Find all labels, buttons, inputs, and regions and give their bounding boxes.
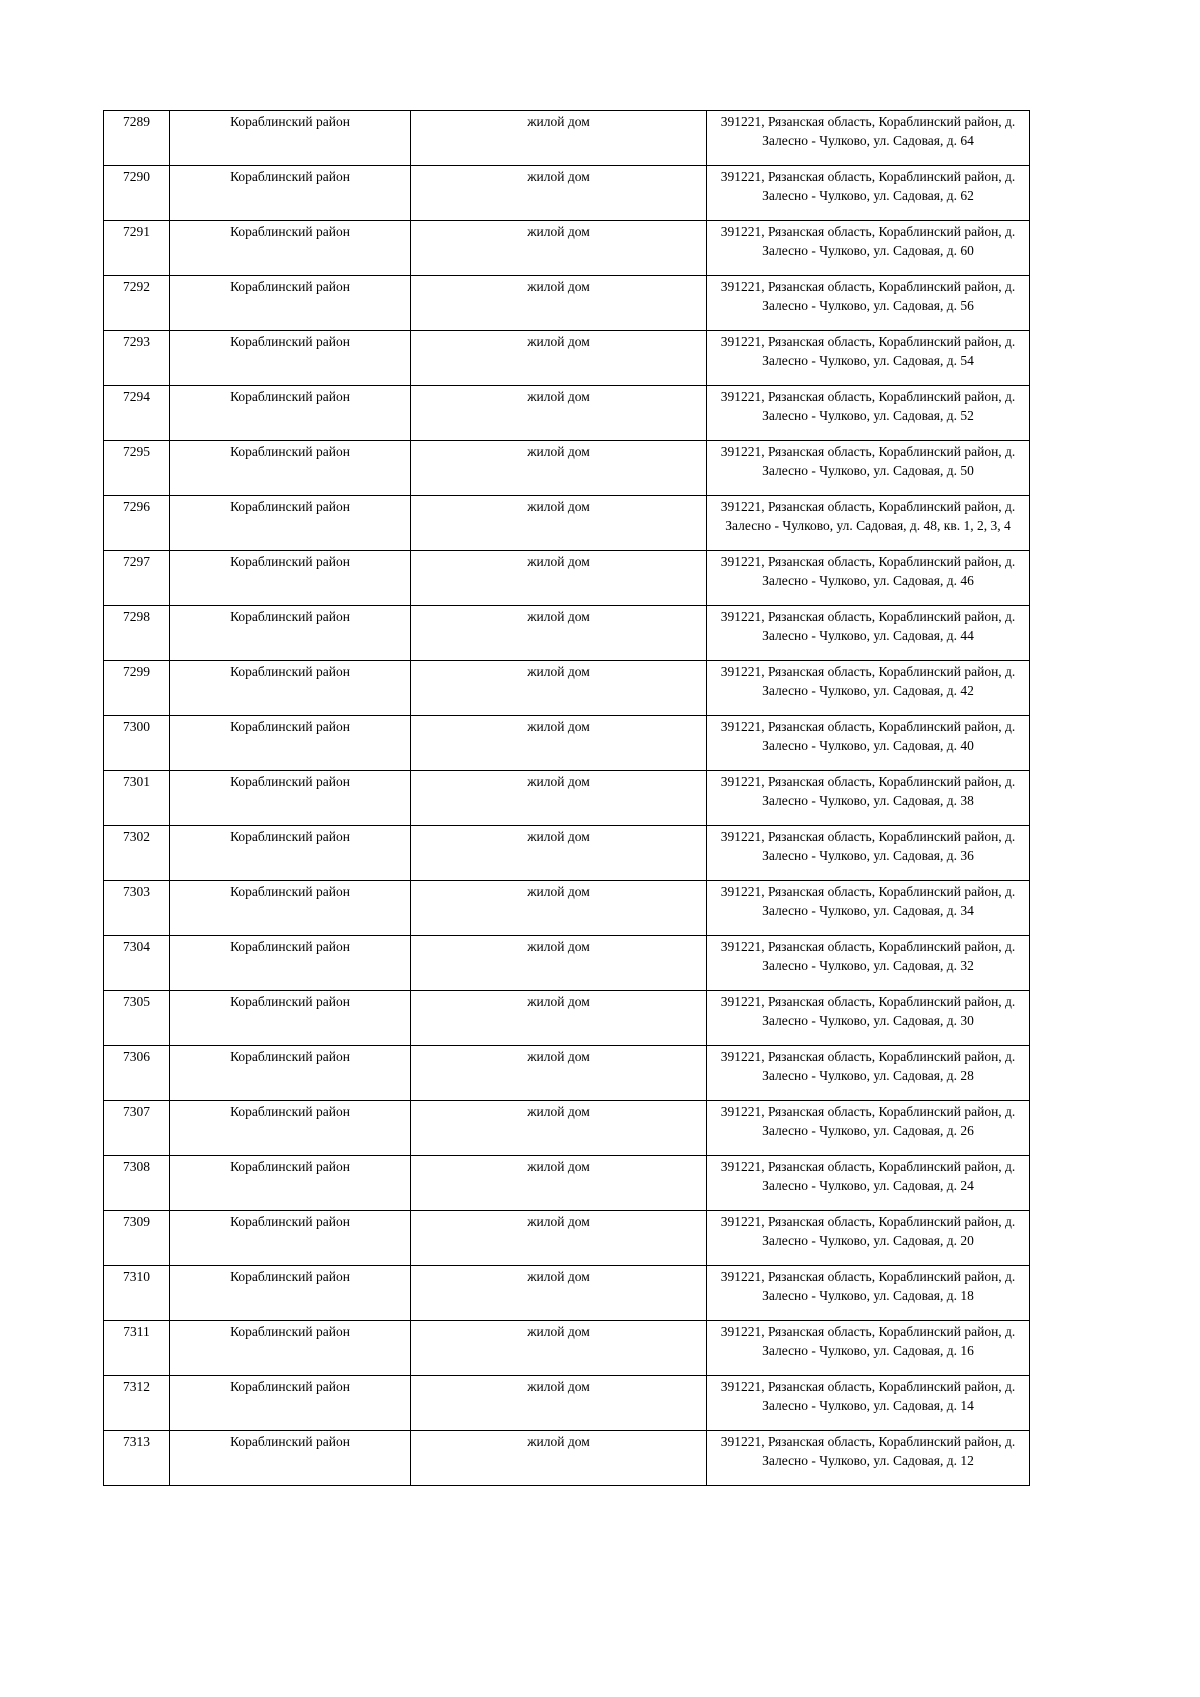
row-number-cell: 7289 <box>104 111 170 166</box>
table-row <box>104 606 1030 661</box>
district-cell: Кораблинский район <box>170 1266 411 1321</box>
row-number-cell: 7307 <box>104 1101 170 1156</box>
address-cell: 391221, Рязанская область, Кораблинский район, д. Залесно - Чулково, ул. Садовая, д. 34 <box>707 881 1030 936</box>
district-cell: Кораблинский район <box>170 496 411 551</box>
row-number-cell: 7308 <box>104 1156 170 1211</box>
object-type-cell: жилой дом <box>411 716 707 771</box>
district-cell: Кораблинский район <box>170 1046 411 1101</box>
object-type-cell: жилой дом <box>411 331 707 386</box>
object-type-cell: жилой дом <box>411 1046 707 1101</box>
address-cell: 391221, Рязанская область, Кораблинский район, д. Залесно - Чулково, ул. Садовая, д. 18 <box>707 1266 1030 1321</box>
object-type-cell: жилой дом <box>411 1321 707 1376</box>
table-row <box>104 1266 1030 1321</box>
row-number-cell: 7310 <box>104 1266 170 1321</box>
address-cell: 391221, Рязанская область, Кораблинский район, д. Залесно - Чулково, ул. Садовая, д. 24 <box>707 1156 1030 1211</box>
table-row <box>104 936 1030 991</box>
table-row <box>104 276 1030 331</box>
table-row <box>104 1046 1030 1101</box>
row-number-cell: 7302 <box>104 826 170 881</box>
address-cell: 391221, Рязанская область, Кораблинский район, д. Залесно - Чулково, ул. Садовая, д. 26 <box>707 1101 1030 1156</box>
row-number-cell: 7312 <box>104 1376 170 1431</box>
address-cell: 391221, Рязанская область, Кораблинский район, д. Залесно - Чулково, ул. Садовая, д. 48, кв. 1, 2, 3, 4 <box>707 496 1030 551</box>
table-row <box>104 221 1030 276</box>
address-cell: 391221, Рязанская область, Кораблинский район, д. Залесно - Чулково, ул. Садовая, д. 36 <box>707 826 1030 881</box>
object-type-cell: жилой дом <box>411 441 707 496</box>
address-cell: 391221, Рязанская область, Кораблинский район, д. Залесно - Чулково, ул. Садовая, д. 14 <box>707 1376 1030 1431</box>
row-number-cell: 7294 <box>104 386 170 441</box>
district-cell: Кораблинский район <box>170 1321 411 1376</box>
address-cell: 391221, Рязанская область, Кораблинский район, д. Залесно - Чулково, ул. Садовая, д. 64 <box>707 111 1030 166</box>
district-cell: Кораблинский район <box>170 936 411 991</box>
district-cell: Кораблинский район <box>170 771 411 826</box>
table-row <box>104 496 1030 551</box>
district-cell: Кораблинский район <box>170 1376 411 1431</box>
table-row <box>104 1156 1030 1211</box>
district-cell: Кораблинский район <box>170 881 411 936</box>
address-cell: 391221, Рязанская область, Кораблинский район, д. Залесно - Чулково, ул. Садовая, д. 54 <box>707 331 1030 386</box>
object-type-cell: жилой дом <box>411 221 707 276</box>
table-row <box>104 1101 1030 1156</box>
district-cell: Кораблинский район <box>170 331 411 386</box>
row-number-cell: 7296 <box>104 496 170 551</box>
row-number-cell: 7304 <box>104 936 170 991</box>
address-cell: 391221, Рязанская область, Кораблинский район, д. Залесно - Чулково, ул. Садовая, д. 50 <box>707 441 1030 496</box>
object-type-cell: жилой дом <box>411 496 707 551</box>
district-cell: Кораблинский район <box>170 1101 411 1156</box>
address-cell: 391221, Рязанская область, Кораблинский район, д. Залесно - Чулково, ул. Садовая, д. 32 <box>707 936 1030 991</box>
table-row <box>104 661 1030 716</box>
table-row <box>104 1211 1030 1266</box>
table-row <box>104 331 1030 386</box>
object-type-cell: жилой дом <box>411 991 707 1046</box>
district-cell: Кораблинский район <box>170 551 411 606</box>
row-number-cell: 7290 <box>104 166 170 221</box>
object-type-cell: жилой дом <box>411 1101 707 1156</box>
object-type-cell: жилой дом <box>411 1431 707 1486</box>
row-number-cell: 7298 <box>104 606 170 661</box>
object-type-cell: жилой дом <box>411 1266 707 1321</box>
district-cell: Кораблинский район <box>170 661 411 716</box>
row-number-cell: 7311 <box>104 1321 170 1376</box>
address-cell: 391221, Рязанская область, Кораблинский район, д. Залесно - Чулково, ул. Садовая, д. 20 <box>707 1211 1030 1266</box>
district-cell: Кораблинский район <box>170 716 411 771</box>
registry-table-body <box>104 111 1030 1486</box>
address-cell: 391221, Рязанская область, Кораблинский район, д. Залесно - Чулково, ул. Садовая, д. 12 <box>707 1431 1030 1486</box>
object-type-cell: жилой дом <box>411 111 707 166</box>
row-number-cell: 7295 <box>104 441 170 496</box>
district-cell: Кораблинский район <box>170 221 411 276</box>
district-cell: Кораблинский район <box>170 1431 411 1486</box>
district-cell: Кораблинский район <box>170 826 411 881</box>
address-cell: 391221, Рязанская область, Кораблинский район, д. Залесно - Чулково, ул. Садовая, д. 44 <box>707 606 1030 661</box>
address-cell: 391221, Рязанская область, Кораблинский район, д. Залесно - Чулково, ул. Садовая, д. 30 <box>707 991 1030 1046</box>
object-type-cell: жилой дом <box>411 1156 707 1211</box>
object-type-cell: жилой дом <box>411 826 707 881</box>
district-cell: Кораблинский район <box>170 111 411 166</box>
table-row <box>104 441 1030 496</box>
table-row <box>104 991 1030 1046</box>
district-cell: Кораблинский район <box>170 166 411 221</box>
row-number-cell: 7303 <box>104 881 170 936</box>
object-type-cell: жилой дом <box>411 386 707 441</box>
address-cell: 391221, Рязанская область, Кораблинский район, д. Залесно - Чулково, ул. Садовая, д. 40 <box>707 716 1030 771</box>
district-cell: Кораблинский район <box>170 276 411 331</box>
address-cell: 391221, Рязанская область, Кораблинский район, д. Залесно - Чулково, ул. Садовая, д. 42 <box>707 661 1030 716</box>
row-number-cell: 7306 <box>104 1046 170 1101</box>
district-cell: Кораблинский район <box>170 386 411 441</box>
address-cell: 391221, Рязанская область, Кораблинский район, д. Залесно - Чулково, ул. Садовая, д. 62 <box>707 166 1030 221</box>
object-type-cell: жилой дом <box>411 606 707 661</box>
table-row <box>104 716 1030 771</box>
address-cell: 391221, Рязанская область, Кораблинский район, д. Залесно - Чулково, ул. Садовая, д. 56 <box>707 276 1030 331</box>
address-cell: 391221, Рязанская область, Кораблинский район, д. Залесно - Чулково, ул. Садовая, д. 16 <box>707 1321 1030 1376</box>
object-type-cell: жилой дом <box>411 1211 707 1266</box>
object-type-cell: жилой дом <box>411 771 707 826</box>
object-type-cell: жилой дом <box>411 661 707 716</box>
district-cell: Кораблинский район <box>170 441 411 496</box>
address-cell: 391221, Рязанская область, Кораблинский район, д. Залесно - Чулково, ул. Садовая, д. 28 <box>707 1046 1030 1101</box>
object-type-cell: жилой дом <box>411 936 707 991</box>
table-row <box>104 551 1030 606</box>
table-row <box>104 1431 1030 1486</box>
address-cell: 391221, Рязанская область, Кораблинский район, д. Залесно - Чулково, ул. Садовая, д. 60 <box>707 221 1030 276</box>
object-type-cell: жилой дом <box>411 276 707 331</box>
address-cell: 391221, Рязанская область, Кораблинский район, д. Залесно - Чулково, ул. Садовая, д. 52 <box>707 386 1030 441</box>
table-row <box>104 771 1030 826</box>
object-type-cell: жилой дом <box>411 551 707 606</box>
district-cell: Кораблинский район <box>170 991 411 1046</box>
table-row <box>104 166 1030 221</box>
object-type-cell: жилой дом <box>411 166 707 221</box>
row-number-cell: 7297 <box>104 551 170 606</box>
row-number-cell: 7301 <box>104 771 170 826</box>
object-type-cell: жилой дом <box>411 881 707 936</box>
table-row <box>104 111 1030 166</box>
object-type-cell: жилой дом <box>411 1376 707 1431</box>
address-cell: 391221, Рязанская область, Кораблинский район, д. Залесно - Чулково, ул. Садовая, д. 38 <box>707 771 1030 826</box>
table-row <box>104 1321 1030 1376</box>
row-number-cell: 7305 <box>104 991 170 1046</box>
table-row <box>104 386 1030 441</box>
district-cell: Кораблинский район <box>170 606 411 661</box>
district-cell: Кораблинский район <box>170 1211 411 1266</box>
row-number-cell: 7299 <box>104 661 170 716</box>
row-number-cell: 7291 <box>104 221 170 276</box>
table-row <box>104 1376 1030 1431</box>
address-cell: 391221, Рязанская область, Кораблинский район, д. Залесно - Чулково, ул. Садовая, д. 46 <box>707 551 1030 606</box>
district-cell: Кораблинский район <box>170 1156 411 1211</box>
row-number-cell: 7292 <box>104 276 170 331</box>
row-number-cell: 7300 <box>104 716 170 771</box>
table-row <box>104 826 1030 881</box>
row-number-cell: 7293 <box>104 331 170 386</box>
row-number-cell: 7309 <box>104 1211 170 1266</box>
registry-table <box>103 110 1030 1486</box>
row-number-cell: 7313 <box>104 1431 170 1486</box>
table-row <box>104 881 1030 936</box>
